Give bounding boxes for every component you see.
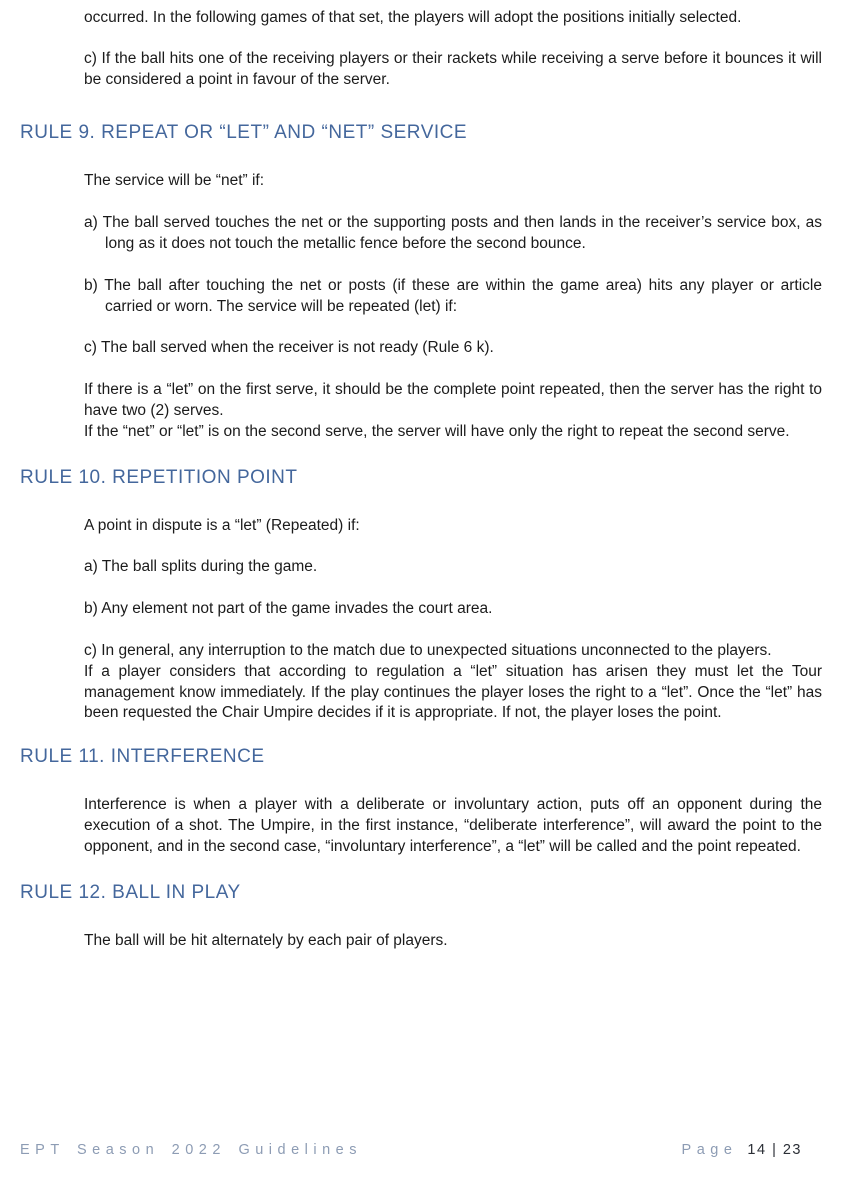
rule12-para: The ball will be hit alternately by each pair of players. xyxy=(84,931,448,949)
rule11-heading: RULE 11. INTERFERENCE xyxy=(20,746,265,768)
rule9-heading: RULE 9. REPEAT OR “LET” AND “NET” SERVICE xyxy=(20,122,468,144)
footer-document-title: EPT Season 2022 Guidelines xyxy=(20,1142,362,1158)
rule12-heading: RULE 12. BALL IN PLAY xyxy=(20,881,241,903)
rule9-para-first-serve: If there is a “let” on the first serve, it should be the complete point repeated, then the server has the right to have two (2) serves. xyxy=(84,381,822,419)
paragraph-continuation: occurred. In the following games of that set, the players will adopt the positions initially selected. xyxy=(84,9,742,26)
rule9-para-second-serve: If the “net” or “let” is on the second serve, the server will have only the right to repeat the second serve. xyxy=(84,422,790,440)
footer-page-label: Page xyxy=(681,1142,738,1158)
page-footer xyxy=(20,1142,822,1158)
rule10-item-a: a) The ball splits during the game. xyxy=(84,558,318,576)
rule10-para-let-request: If a player considers that according to regulation a “let” situation has arisen they must let the Tour management know immediately. If the play continues the player loses the right to a “let”. Once the “let” has been requested the Chair Umpire decides if it is appropriate. If not, the player loses the point. xyxy=(84,662,822,722)
rule10-item-c: c) In general, any interruption to the match due to unexpected situations unconnected to the players. xyxy=(84,641,772,659)
rule9-intro: The service will be “net” if: xyxy=(84,172,265,190)
footer-page-number: 14 | 23 xyxy=(747,1142,802,1158)
paragraph-item-c-serve: c) If the ball hits one of the receiving players or their rackets while receiving a serve before it bounces it will be considered a point in favour of the server. xyxy=(84,49,822,88)
rule9-item-b: b) The ball after touching the net or posts (if these are within the game area) hits any player or article carried or worn. The service will be repeated (let) if: xyxy=(84,276,822,315)
rule10-item-b: b) Any element not part of the game invades the court area. xyxy=(84,600,493,618)
footer-page-indicator xyxy=(682,1142,822,1158)
rule9-item-a: a) The ball served touches the net or the supporting posts and then lands in the receiver’s service box, as long as it does not touch the metallic fence before the second bounce. xyxy=(84,214,822,252)
rule10-heading: RULE 10. REPETITION POINT xyxy=(20,466,298,488)
rule10-intro: A point in dispute is a “let” (Repeated) if: xyxy=(84,516,360,534)
rule11-para: Interference is when a player with a deliberate or involuntary action, puts off an opponent during the execution of a shot. The Umpire, in the first instance, “deliberate interference”, will award the point to the opponent, and in the second case, “involuntary interference”, a “let” will be called and the point repeated. xyxy=(84,796,822,855)
rule9-item-c: c) The ball served when the receiver is not ready (Rule 6 k). xyxy=(84,339,494,357)
